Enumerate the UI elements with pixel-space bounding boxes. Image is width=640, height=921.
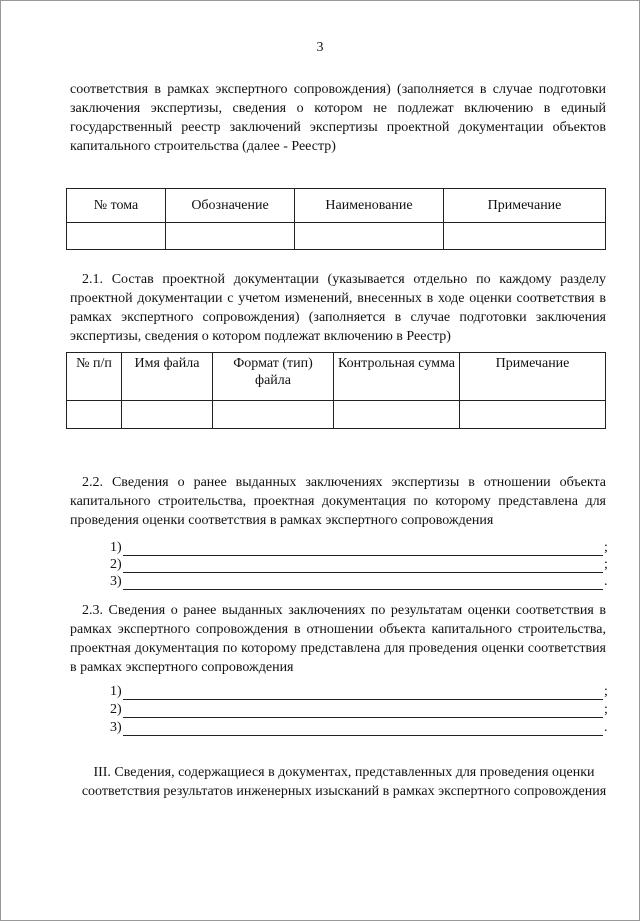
blank-line (110, 684, 610, 700)
table-cell (67, 401, 122, 429)
list-number: 2) (110, 557, 122, 572)
table-cell (444, 223, 606, 250)
list-end-mark: . (604, 720, 608, 735)
table-header-cell: Формат (тип) файла (213, 353, 334, 401)
table-cell (334, 401, 460, 429)
table-header-cell: Контрольная сумма (334, 353, 460, 401)
list-number: 1) (110, 684, 122, 699)
list-end-mark: ; (604, 540, 608, 555)
table-cell (295, 223, 444, 250)
fill-in-line (123, 722, 603, 736)
table-header-cell: Обозначение (166, 189, 295, 223)
table-header-cell: Имя файла (122, 353, 213, 401)
list-end-mark: ; (604, 702, 608, 717)
table-cell (166, 223, 295, 250)
table-cell (67, 223, 166, 250)
table-header-cell: Наименование (295, 189, 444, 223)
table-header-row (67, 189, 606, 223)
table-row (67, 401, 606, 429)
table-header-cell: № п/п (67, 353, 122, 401)
section-3-heading: III. Сведения, содержащиеся в документах, представленных для проведения оценки соответствия результатов инженерных изысканий в рамках экспертного сопровождения (81, 765, 607, 799)
blank-line (110, 574, 610, 590)
table-row (67, 223, 606, 250)
list-number: 1) (110, 540, 122, 555)
section-2-2: 2.2. Сведения о ранее выданных заключениях экспертизы в отношении объекта капитального строительства, проектная документация по которому представлена для проведения оценки соответствия в рамках экспертного сопровождения (70, 475, 606, 528)
section-2-3: 2.3. Сведения о ранее выданных заключениях по результатам оценки соответствия в рамках экспертного сопровождения в отношении объекта капитального строительства, проектная документация по которому представлена для проведения оценки соответствия в рамках экспертного сопровождения (70, 603, 606, 675)
volumes-table (66, 188, 606, 250)
section-2-1: 2.1. Состав проектной документации (указывается отдельно по каждому разделу проектной документации с учетом изменений, внесенных в ходе оценки соответствия в рамках экспертного сопровождения) (заполняется в случае подготовки заключения экспертизы, сведения о котором подлежат включению в Реестр) (70, 272, 606, 344)
list-number: 3) (110, 720, 122, 735)
table-header-cell: Примечание (444, 189, 606, 223)
table-cell (213, 401, 334, 429)
fill-in-line (123, 686, 603, 700)
list-end-mark: . (604, 574, 608, 589)
list-number: 2) (110, 702, 122, 717)
fill-in-line (123, 576, 603, 590)
intro-paragraph: соответствия в рамках экспертного сопровождения) (заполняется в случае подготовки заключения экспертизы, сведения о котором не подлежат включению в единый государственный реестр заключений экспертизы проектной документации объектов капитального строительства (далее - Реестр) (70, 82, 606, 154)
list-end-mark: ; (604, 684, 608, 699)
list-number: 3) (110, 574, 122, 589)
list-end-mark: ; (604, 557, 608, 572)
blank-line (110, 720, 610, 736)
blank-line (110, 540, 610, 556)
files-table (66, 352, 606, 429)
blank-line (110, 702, 610, 718)
table-header-cell: № тома (67, 189, 166, 223)
table-header-cell: Примечание (460, 353, 606, 401)
blank-line (110, 557, 610, 573)
fill-in-line (123, 704, 603, 718)
table-header-row (67, 353, 606, 401)
fill-in-line (123, 559, 603, 573)
page-number: 3 (316, 40, 324, 55)
table-cell (460, 401, 606, 429)
table-cell (122, 401, 213, 429)
fill-in-line (123, 542, 603, 556)
